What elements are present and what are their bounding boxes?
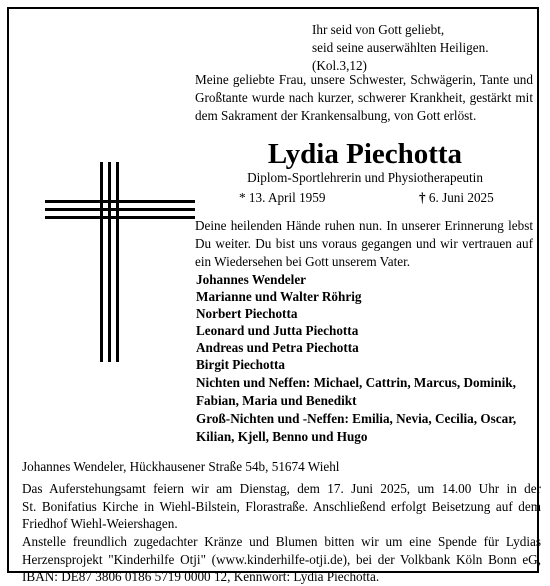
mourner-name: Marianne und Walter Röhrig — [196, 289, 362, 304]
mourner-name: Johannes Wendeler — [196, 272, 307, 287]
death-date-group — [419, 189, 494, 207]
deceased-name: Lydia Piechotta — [267, 138, 463, 170]
mourners-list — [196, 271, 534, 373]
service-info — [22, 480, 541, 533]
great-nieces-nephews: Groß-Nichten und -Neffen: Emilia, Nevia, Cecilia, Oscar, Kilian, Kjell, Benno und Hugo — [196, 411, 517, 444]
birth-date: * 13. April 1959 — [239, 190, 326, 205]
service-line: Friedhof Wiehl-Weiershagen. — [22, 516, 178, 531]
service-line: St. Bonifatius Kirche in Wiehl-Bilstein, Florastraße. Anschließend erfolgt Beisetzung auf dem — [22, 498, 541, 514]
contact-address: Johannes Wendeler, Hückhausener Straße 54b, 51674 Wiehl — [22, 459, 340, 474]
mourner-name: Norbert Piechotta — [196, 306, 298, 321]
quote-line: seid seine auserwählten Heiligen. (Kol.3,12) — [312, 40, 489, 73]
bible-quote — [312, 21, 537, 75]
nieces-nephews: Nichten und Neffen: Michael, Cattrin, Marcus, Dominik, Fabian, Maria und Benedikt — [196, 375, 516, 408]
donation-info — [22, 533, 541, 586]
mourner-name: Andreas und Petra Piechotta — [196, 340, 359, 355]
service-line: Das Auferstehungsamt feiern wir am Dienstag, dem 17. Juni 2025, um 14.00 Uhr in der — [22, 481, 541, 496]
donation-line: IBAN: DE87 3806 0186 5719 0000 12, Kennwort: Lydia Piechotta. — [22, 569, 380, 584]
dagger-icon: † — [419, 190, 426, 205]
mourner-name: Birgit Piechotta — [196, 357, 285, 372]
intro-text: Meine geliebte Frau, unsere Schwester, Schwägerin, Tante und Großtante wurde nach kurzer, schwerer Krankheit, gestärkt mit dem Sakrament der Krankensalbung, von Gott erlöst. — [195, 72, 533, 123]
deceased-profession: Diplom-Sportlehrerin und Physiotherapeutin — [247, 170, 483, 185]
farewell-text: Deine heilenden Hände ruhen nun. In unserer Erinnerung lebst Du weiter. Du bist uns voraus gegangen und wir vertrauen auf ein Wiedersehen bei Gott unserem Vater. — [195, 218, 533, 269]
donation-line: Anstelle freundlich zugedachter Kränze und Blumen bitten wir um eine Spende für Lydias — [22, 534, 541, 549]
cross-icon — [45, 162, 195, 362]
quote-line: Ihr seid von Gott geliebt, — [312, 22, 445, 37]
mourner-name: Leonard und Jutta Piechotta — [196, 323, 359, 338]
death-date: 6. Juni 2025 — [428, 190, 494, 205]
donation-line: Herzensprojekt "Kinderhilfe Otji" (www.kinderhilfe-otji.de), bei der Volkbank Köln Bonn eG, — [22, 551, 541, 567]
obituary-notice — [7, 7, 541, 584]
